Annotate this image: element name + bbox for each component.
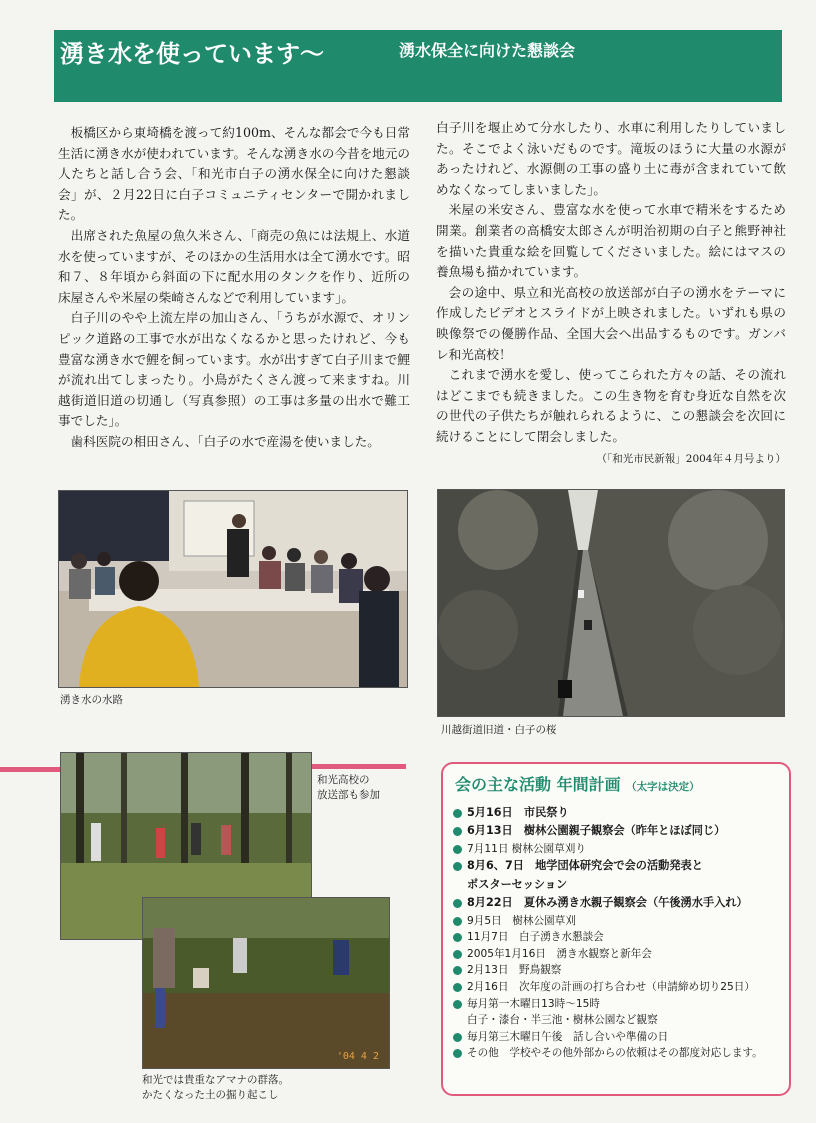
plan-item <box>453 822 783 840</box>
paragraph: 板橋区から東埼橋を渡って約100m、そんな都会で今も日常生活に湧き水が使われています。そんな湧き水の今昔を地元の人たちと話し合う会、「和光市白子の湧水保全に向けた懇談会」が、２月22日に白子コミュニティセンターで開かれました。 <box>58 125 410 223</box>
plan-item-text: 11月7日 白子湧き水懇談会 <box>467 931 604 944</box>
bullet-icon <box>453 933 462 942</box>
section-divider <box>310 764 406 769</box>
plan-title <box>455 772 700 795</box>
page-title: 湧き水を使っています〜 <box>60 40 324 68</box>
road-photo-caption: 川越街道旧道・白子の桜 <box>441 724 557 736</box>
plan-item <box>453 979 783 996</box>
article-header <box>54 30 782 102</box>
plan-title-text: 会の主な活動 年間計画 <box>455 775 621 794</box>
bullet-icon <box>453 899 462 908</box>
paragraph: 米屋の米安さん、豊富な水を使って水車で精米をするため開業。創業者の高橋安太郎さんが明治初期の白子と熊野神社を描いた貴重な絵を回覧してくださいました。絵にはマスの養魚場も描かれています。 <box>436 202 787 280</box>
plan-item <box>453 946 783 963</box>
bullet-icon <box>453 1000 462 1009</box>
digging-photo-caption <box>142 1073 289 1103</box>
road-photo <box>437 489 785 717</box>
annual-plan-box <box>441 762 791 1096</box>
paragraph: 歯科医院の相田さん、「白子の水で産湯を使いました。 <box>70 433 380 449</box>
plan-item-text: 毎月第三木曜日午後 話し合いや準備の日 <box>467 1030 669 1043</box>
page-subtitle: 湧水保全に向けた懇談会 <box>399 41 576 60</box>
bullet-icon <box>453 1049 462 1058</box>
photo-date-stamp: '04 4 2 <box>336 1051 379 1062</box>
digging-photo <box>142 897 390 1069</box>
plan-item-text: 2月16日 次年度の計画の打ち合わせ（申請締め切り25日） <box>467 981 755 993</box>
article-source: （「和光市民新報」2004年４月号より） <box>596 452 786 465</box>
plan-item <box>453 804 783 822</box>
bullet-icon <box>453 950 462 959</box>
caption-line: 和光高校の <box>317 774 370 786</box>
paragraph: 会の途中、県立和光高校の放送部が白子の湧水をテーマに作成したビデオとスライドが上映されました。いずれも県の映像祭での優勝作品、全国大会へ出品するものです。ガンバレ和光高校！ <box>436 284 786 362</box>
digging-photo-image <box>143 898 389 1068</box>
meeting-photo-image <box>59 491 407 687</box>
bullet-icon <box>453 917 462 926</box>
plan-item <box>453 1045 783 1062</box>
plan-item-continuation: 白子・漆台・半三池・樹林公園など観察 <box>467 1014 658 1027</box>
plan-note: （太字は決定） <box>626 781 700 793</box>
forest-photo-caption <box>317 773 380 803</box>
plan-item <box>453 857 783 894</box>
bullet-icon <box>453 862 462 871</box>
plan-item <box>453 929 783 946</box>
plan-list <box>453 804 783 1062</box>
bullet-icon <box>453 983 462 992</box>
bullet-icon <box>453 827 462 836</box>
section-divider <box>0 767 68 772</box>
article-column-left <box>58 123 410 453</box>
paragraph: これまで湧水を愛し、使ってこられた方々の話、その流れはどこまでも続きました。この生き物を育む身近な自然を次の世代の子供たちが触れられるように、この懇談会を次回に続けることにして閉会しました。 <box>436 367 786 444</box>
plan-item-text: 7月11日 樹林公園草刈り <box>467 842 586 855</box>
plan-item-text: 6月13日 樹林公園親子観察会（昨年とほぼ同じ） <box>467 824 726 838</box>
plan-item <box>453 1029 783 1046</box>
plan-item-text: 8月22日 夏休み湧き水親子観察会（午後湧水手入れ） <box>467 896 748 910</box>
plan-item-continuation: ポスターセッション <box>467 877 568 891</box>
caption-line: 放送部も参加 <box>317 789 380 801</box>
plan-item-text: その他 学校やその他外部からの依頼はその都度対応します。 <box>467 1047 763 1060</box>
plan-item <box>453 996 783 1029</box>
plan-item <box>453 894 783 912</box>
plan-item-text: 毎月第一木曜日13時〜15時 <box>467 997 600 1010</box>
road-photo-image <box>438 490 784 716</box>
paragraph: 白子川を堰止めて分水したり、水車に利用したりしていました。そこでよく泳いだものです。滝坂のほうに大量の水源があったけれど、水源側の工事の盛り土に毒が含まれていて飲めなくなってしまいました」。 <box>436 120 786 197</box>
bullet-icon <box>453 845 462 854</box>
plan-item-text: 2月13日 野鳥観察 <box>467 964 562 977</box>
paragraph: 白子川のやや上流左岸の加山さん、「うちが水源で、オリンピック道路の工事で水が出なくなるかと思ったけれど、今も豊富な湧き水で鯉を飼っています。水が出すぎて白子川まで鯉が流れ出てしまったり。小鳥がたくさん渡って来ますね。川越街道旧道の切通し（写真参照）の工事は多量の出水で難工事でした」。 <box>58 310 410 429</box>
paragraph: 出席された魚屋の魚久米さん、「商売の魚には法規上、水道水を使っていますが、そのほかの生活用水は全て湧水です。昭和７、８年頃から斜面の下に配水用のタンクを作り、近所の床屋さんや米屋の柴崎さんなどで利用しています」。 <box>58 227 410 305</box>
bullet-icon <box>453 809 462 818</box>
meeting-photo <box>58 490 408 688</box>
plan-item-text: 2005年1月16日 湧き水観察と新年会 <box>467 947 652 960</box>
caption-line: かたくなった土の掘り起こし <box>142 1089 279 1101</box>
plan-item <box>453 913 783 930</box>
plan-item <box>453 962 783 979</box>
plan-item <box>453 841 783 858</box>
plan-item-text: 5月16日 市民祭り <box>467 806 569 819</box>
plan-item-text: 8月6、7日 地学団体研究会で会の活動発表と <box>467 859 703 873</box>
article-column-right <box>436 118 786 468</box>
plan-item-text: 9月5日 樹林公園草刈 <box>467 914 576 927</box>
meeting-photo-caption: 湧き水の水路 <box>60 694 123 706</box>
bullet-icon <box>453 1033 462 1042</box>
bullet-icon <box>453 966 462 975</box>
caption-line: 和光では貴重なアマナの群落。 <box>142 1074 289 1086</box>
